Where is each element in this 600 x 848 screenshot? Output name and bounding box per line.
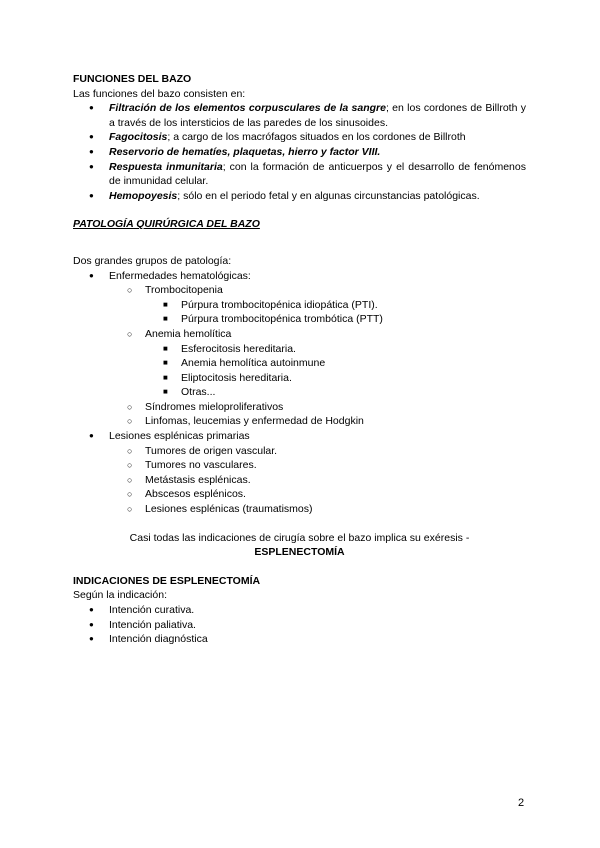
esplenectomia-note: Casi todas las indicaciones de cirugía sobre el bazo implica su exéresis - [129,531,470,544]
anemia-sublist [145,342,526,400]
section-title-patologia: PATOLOGÍA QUIRÚRGICA DEL BAZO [73,218,260,231]
patologia-list [73,269,526,517]
section-title-funciones: FUNCIONES DEL BAZO [73,73,192,85]
list-item: ○ Tumores no vasculares. [145,458,526,473]
item-text: ; en los cordones de Billroth y a través de los intersticios de las paredes de los sinusoides. [109,102,526,129]
list-item: ■ Esferocitosis hereditaria. [181,342,526,357]
list-item: ● Intención diagnóstica [109,632,526,647]
list-item-anemia-hemolitica [145,327,526,400]
list-item: ○ Tumores de origen vascular. [145,444,526,459]
list-item [109,130,526,145]
list-item: ● Intención paliativa. [109,618,526,633]
patologia-intro: Dos grandes grupos de patología: [73,254,232,267]
list-item: ● Intención curativa. [109,603,526,618]
item-text: ; sólo en el periodo fetal y en algunas circunstancias patológicas. [177,189,480,202]
item-bold-text: Filtración de los elementos corpusculares de la sangre [109,102,386,115]
item-text: ; a cargo de los macrófagos situados en los cordones de Billroth [167,131,466,144]
item-bold-text: Respuesta inmunitaria [109,160,223,173]
trombocitopenia-sublist [145,298,526,327]
list-item: ○ Metástasis esplénicas. [145,473,526,488]
list-item: ○ Lesiones esplénicas (traumatismos) [145,502,526,517]
list-item: ○ Abscesos esplénicos. [145,487,526,502]
hematologicas-sublist [109,283,526,429]
list-item [109,160,526,189]
document-page [73,72,526,647]
item-text: ; con la formación de anticuerpos y el desarrollo de fenómenos de inmunidad celular. [109,160,526,188]
section-title-indicaciones: INDICACIONES DE ESPLENECTOMÍA [73,574,261,587]
list-item: ■ Otras... [181,385,526,400]
list-item-lesiones-esplenicas [109,429,526,517]
funciones-list [73,101,526,203]
list-item-enfermedades-hematologicas [109,269,526,430]
list-item [109,189,526,204]
esplenectomia-note-emphasis: ESPLENECTOMÍA [254,546,345,559]
group-label: Lesiones esplénicas primarias [109,430,250,443]
group-label: Enfermedades hematológicas: [109,269,251,282]
list-item [109,101,526,130]
indicaciones-list [73,603,526,647]
indicaciones-intro: Según la indicación: [73,589,167,602]
list-item: ■ Púrpura trombocitopénica trombótica (PTT) [181,312,526,327]
item-bold-text: Fagocitosis [109,131,168,144]
funciones-intro: Las funciones del bazo consisten en: [73,87,246,100]
subgroup-label: Trombocitopenia [145,284,223,297]
list-item: ■ Eliptocitosis hereditaria. [181,371,526,386]
list-item-sindromes: ○ Síndromes mieloproliferativos [145,400,526,415]
item-bold-text: Hemopoyesis [109,189,178,202]
subgroup-label: Anemia hemolítica [145,327,232,340]
list-item: ■ Anemia hemolítica autoinmune [181,356,526,371]
list-item [109,145,526,160]
list-item: ■ Púrpura trombocitopénica idiopática (PTI). [181,298,526,313]
lesiones-sublist [109,444,526,517]
list-item-trombocitopenia [145,283,526,327]
item-bold-text: Reservorio de hematíes, plaquetas, hierro y factor VIII. [109,145,381,158]
page-number: 2 [518,797,525,809]
list-item-linfomas: ○ Linfomas, leucemias y enfermedad de Hodgkin [145,414,526,429]
